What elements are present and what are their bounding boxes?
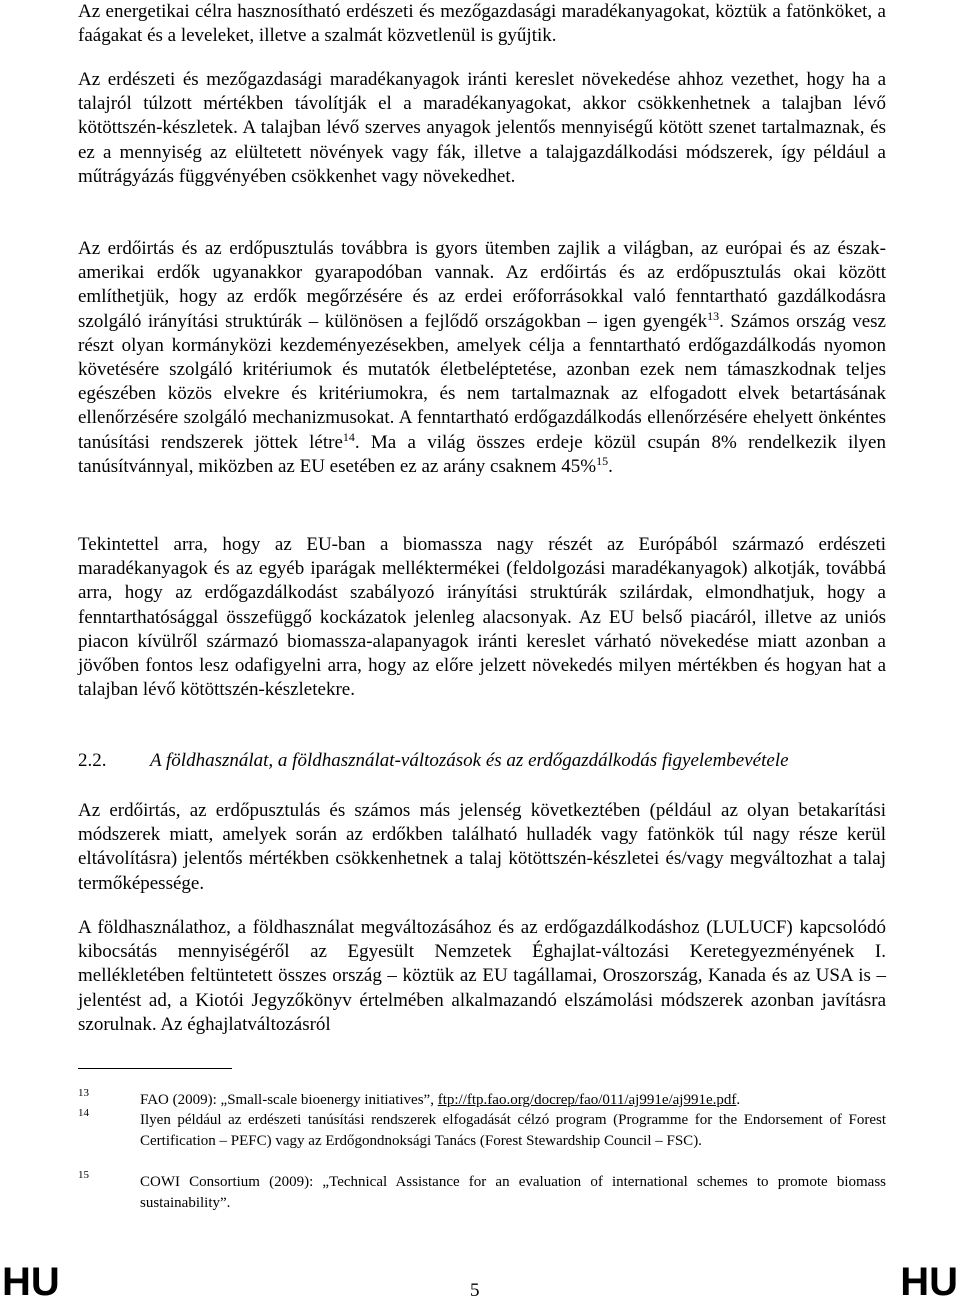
footnote-13 — [78, 1087, 886, 1111]
paragraph-3-part-b: . Számos ország vesz részt olyan kormányközi kezdeményezésekben, amelyek célja a fenntartható erdőgazdálkodás nyomon követésére szolgáló kritériumok és mutatók életbeléptetése, azonban ezek nem támaszkodnak teljes egészében közös elvekre és kritériumokra, és nem tartalmaznak az elfogadott elvek betartásának ellenőrzésére szolgáló mechanizmusokat. A fenntartható erdőgazdálkodás ellenőrzésére ehelyett önkéntes tanúsítási rendszerek jöttek létre — [78, 310, 886, 453]
section-number: 2.2. — [78, 750, 107, 771]
footnote-13-end: . — [736, 1092, 741, 1108]
section-title: A földhasználat, a földhasználat-változások és az erdőgazdálkodás figyelembevétele — [150, 750, 789, 771]
footer-language-left: HU — [2, 1260, 60, 1304]
footnote-14-text: Ilyen például az erdészeti tanúsítási rendszerek elfogadását célzó program (Programme for the Endorsement of Forest Certification – PEFC) vagy az Erdőgondnoksági Tanács (Forest Stewardship Council – FSC). — [140, 1112, 886, 1149]
footnote-14 — [78, 1107, 886, 1151]
footnote-15 — [78, 1169, 886, 1213]
paragraph-3-part-c: . Ma a világ összes erdeje közül csupán 8% rendelkezik ilyen tanúsítvánnyal, miközben az EU esetében ez az arány csaknem 45% — [78, 431, 886, 477]
footnote-13-text: FAO (2009): „Small-scale bioenergy initiatives”, — [140, 1092, 438, 1108]
footnote-13-mark: 13 — [78, 1087, 89, 1099]
footnote-15-mark: 15 — [78, 1169, 89, 1181]
paragraph-3-part-a: Az erdőirtás és az erdőpusztulás továbbra is gyors ütemben zajlik a világban, az európai és az észak-amerikai erdők ugyanakkor gyarapodóban vannak. Az erdőirtás és az erdőpusztulás okai között említhetjük, hogy az erdők megőrzésére és az erdei erőforrásokkal való fenntartható gazdálkodásra szolgáló irányítási struktúrák – különösen a fejlődő országokban – igen gyengék — [78, 238, 886, 332]
section-heading — [78, 749, 886, 773]
page-number: 5 — [470, 1280, 480, 1301]
paragraph-2: Az erdészeti és mezőgazdasági maradékanyagok iránti kereslet növekedése ahhoz vezethet, hogy ha a talajról túlzott mértékben távolítják el a maradékanyagokat, akkor csökkenhetnek a talajban lévő kötöttszén-készletek. A talajban lévő szerves anyagok jelentős mennyiségű kötött szenet tartalmaznak, és ez a mennyiség az elültetett növények vagy fák, illetve a talajgazdálkodási módszerek, így például a műtrágyázás függvényében csökkenhet vagy növekedhet. — [78, 69, 886, 187]
footnote-ref-15[interactable]: 15 — [596, 453, 609, 468]
footnote-14-mark: 14 — [78, 1107, 89, 1119]
paragraph-3-part-d: . — [608, 455, 613, 477]
paragraph-4: Tekintettel arra, hogy az EU-ban a biomassza nagy részét az Európából származó erdészeti maradékanyagok és az egyéb iparágak melléktermékei (feldolgozási maradékanyagok) alkotják, továbbá arra, hogy az erdőgazdálkodást szabályozó irányítási struktúrák szilárdak, elmondhatjuk, hogy a fenntarthatósággal összefüggő kockázatok jelenleg alacsonyak. Az EU belső piacáról, illetve az uniós piacon kívülről származó biomassza-alapanyagok iránti kereslet várható növekedése miatt azonban a jövőben fontos lesz odafigyelni arra, hogy az előre jelzett növekedés milyen mértékben és hogyan hat a talajban lévő kötöttszén-készletekre. — [78, 534, 886, 701]
footer-language-right: HU — [900, 1260, 958, 1304]
paragraph-5: Az erdőirtás, az erdőpusztulás és számos más jelenség következtében (például az olyan betakarítási módszerek miatt, amelyek során az erdőkben található hulladék vagy fatönkök túl nagy része kerül eltávolításra) jelentős mértékben csökkenhetnek a talaj kötöttszén-készletei és/vagy megváltozhat a talaj termőképessége. — [78, 800, 886, 894]
paragraph-1: Az energetikai célra hasznosítható erdészeti és mezőgazdasági maradékanyagokat, köztük a fatönköket, a faágakat és a leveleket, illetve a szalmát közvetlenül is gyűjtik. — [78, 1, 886, 47]
paragraph-3 — [78, 237, 886, 479]
paragraph-6: A földhasználathoz, a földhasználat megváltozásához és az erdőgazdálkodáshoz (LULUCF) kapcsolódó kibocsátás mennyiségéről az Egyesült Nemzetek Éghajlat-változási Keretegyezményének I. mellékletében feltüntetett összes ország – köztük az EU tagállamai, Oroszország, Kanada és az USA is – jelentést ad, a Kiotói Jegyzőkönyv értelmében alkalmazandó elszámolási módszerek azonban javításra szorulnak. Az éghajlatváltozásról — [78, 917, 886, 1035]
footnote-13-link[interactable]: ftp://ftp.fao.org/docrep/fao/011/aj991e/aj991e.pdf — [437, 1092, 737, 1108]
footnote-ref-14[interactable]: 14 — [342, 429, 355, 444]
footnote-ref-13[interactable]: 13 — [707, 308, 720, 323]
footnote-15-text: COWI Consortium (2009): „Technical Assistance for an evaluation of international schemes to promote biomass sustainability”. — [140, 1174, 886, 1211]
footnote-separator — [78, 1068, 232, 1069]
